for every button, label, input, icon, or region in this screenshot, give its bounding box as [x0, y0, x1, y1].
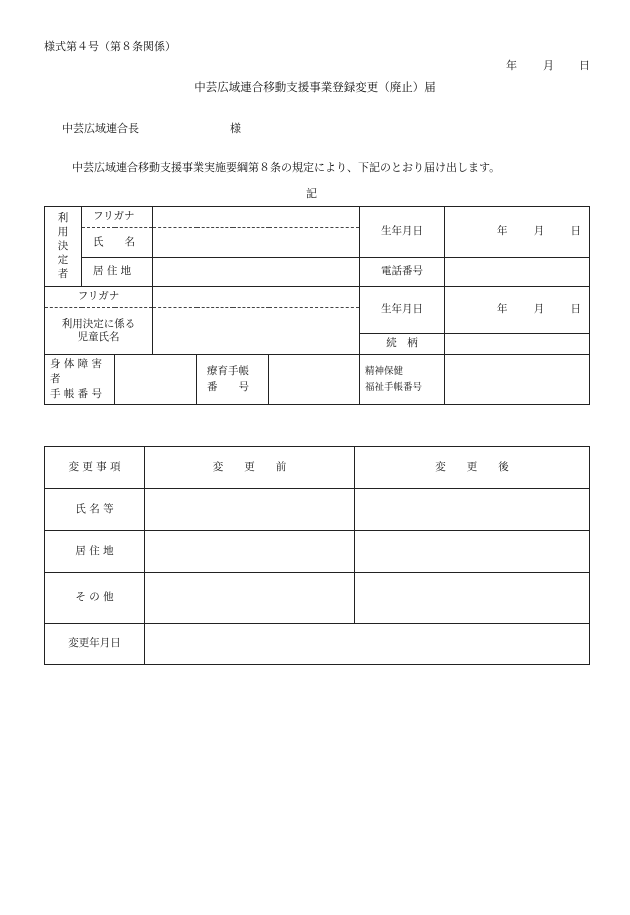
- user-decider-char: 者: [57, 268, 69, 281]
- relationship-field[interactable]: [445, 334, 590, 355]
- user-name-field[interactable]: [153, 228, 360, 258]
- birth-day-label: 日: [570, 225, 582, 238]
- user-birthdate-field[interactable]: [445, 207, 590, 258]
- change-before-field[interactable]: [145, 489, 355, 531]
- child-name-label-line2: 児童氏名: [77, 331, 120, 343]
- document-title: 中芸広域連合移動支援事業登録変更（廃止）届: [194, 80, 436, 94]
- user-furigana-field[interactable]: [153, 207, 360, 228]
- change-before-field[interactable]: [145, 573, 355, 624]
- ryoiku-handbook-field[interactable]: [269, 355, 360, 405]
- ryoiku-handbook-line1: 療育手帳: [207, 365, 250, 378]
- mental-handbook-line2: 福祉手帳番号: [365, 381, 423, 393]
- body-text: 中芸広域連合移動支援事業実施要綱第８条の規定により、下記のとおり届け出します。: [72, 161, 501, 174]
- relationship-label: 続 柄: [360, 334, 445, 355]
- user-address-label: 居 住 地: [82, 258, 153, 287]
- change-row-label: 居 住 地: [45, 531, 145, 573]
- ki-label: 記: [306, 187, 317, 200]
- addressee-honorific: 様: [230, 122, 241, 135]
- change-after-header: 変 更 後: [355, 447, 590, 489]
- addressee-name: 中芸広域連合長: [62, 122, 139, 135]
- mental-handbook-line1: 精神保健: [365, 366, 404, 378]
- child-name-label: [45, 308, 153, 355]
- disability-handbook-line2: 者: [50, 373, 61, 386]
- child-name-label-line1: 利用決定に係る: [61, 317, 136, 330]
- ryoiku-handbook-line2: 番 号: [207, 380, 250, 393]
- changes-table: [44, 446, 590, 665]
- change-row-label: そ の 他: [45, 573, 145, 624]
- disability-handbook-line3: 手 帳 番 号: [50, 387, 103, 400]
- date-day-label: 日: [579, 59, 590, 72]
- phone-label: 電話番号: [360, 258, 445, 287]
- child-name-field[interactable]: [153, 308, 360, 355]
- child-birth-day-label: 日: [570, 303, 582, 316]
- user-decider-char: 用: [57, 226, 69, 239]
- user-birthdate-label: 生年月日: [360, 207, 445, 258]
- child-birth-month-label: 月: [533, 303, 545, 316]
- disability-handbook-label: [45, 355, 115, 405]
- user-name-label: 氏 名: [82, 228, 153, 258]
- change-after-field[interactable]: [355, 531, 590, 573]
- change-date-label: 変更年月日: [45, 624, 145, 665]
- change-item-header: 変 更 事 項: [45, 447, 145, 489]
- child-furigana-field[interactable]: [153, 287, 360, 308]
- user-furigana-label: フリガナ: [82, 207, 153, 228]
- disability-handbook-line1: 身 体 障 害: [50, 358, 103, 371]
- change-after-field[interactable]: [355, 489, 590, 531]
- change-after-field[interactable]: [355, 573, 590, 624]
- change-row-label: 氏 名 等: [45, 489, 145, 531]
- child-birthdate-field[interactable]: [445, 287, 590, 334]
- child-birthdate-label: 生年月日: [360, 287, 445, 334]
- applicant-table: [44, 206, 590, 405]
- user-decider-char: 決: [57, 240, 69, 253]
- change-before-header: 変 更 前: [145, 447, 355, 489]
- disability-handbook-field[interactable]: [115, 355, 197, 405]
- mental-handbook-label: [360, 355, 445, 405]
- form-number: 様式第４号（第８条関係）: [44, 40, 176, 53]
- date-month-label: 月: [543, 59, 554, 72]
- user-decider-header: [45, 207, 82, 287]
- user-decider-char: 定: [57, 254, 69, 267]
- change-before-field[interactable]: [145, 531, 355, 573]
- change-date-field[interactable]: [145, 624, 590, 665]
- child-furigana-label: フリガナ: [45, 287, 153, 308]
- birth-year-label: 年: [497, 225, 508, 238]
- user-decider-char: 利: [57, 212, 69, 225]
- mental-handbook-field[interactable]: [445, 355, 590, 405]
- date-year-label: 年: [506, 59, 517, 72]
- phone-field[interactable]: [445, 258, 590, 287]
- birth-month-label: 月: [533, 225, 545, 238]
- ryoiku-handbook-label: [197, 355, 269, 405]
- user-address-field[interactable]: [153, 258, 360, 287]
- child-birth-year-label: 年: [497, 303, 508, 316]
